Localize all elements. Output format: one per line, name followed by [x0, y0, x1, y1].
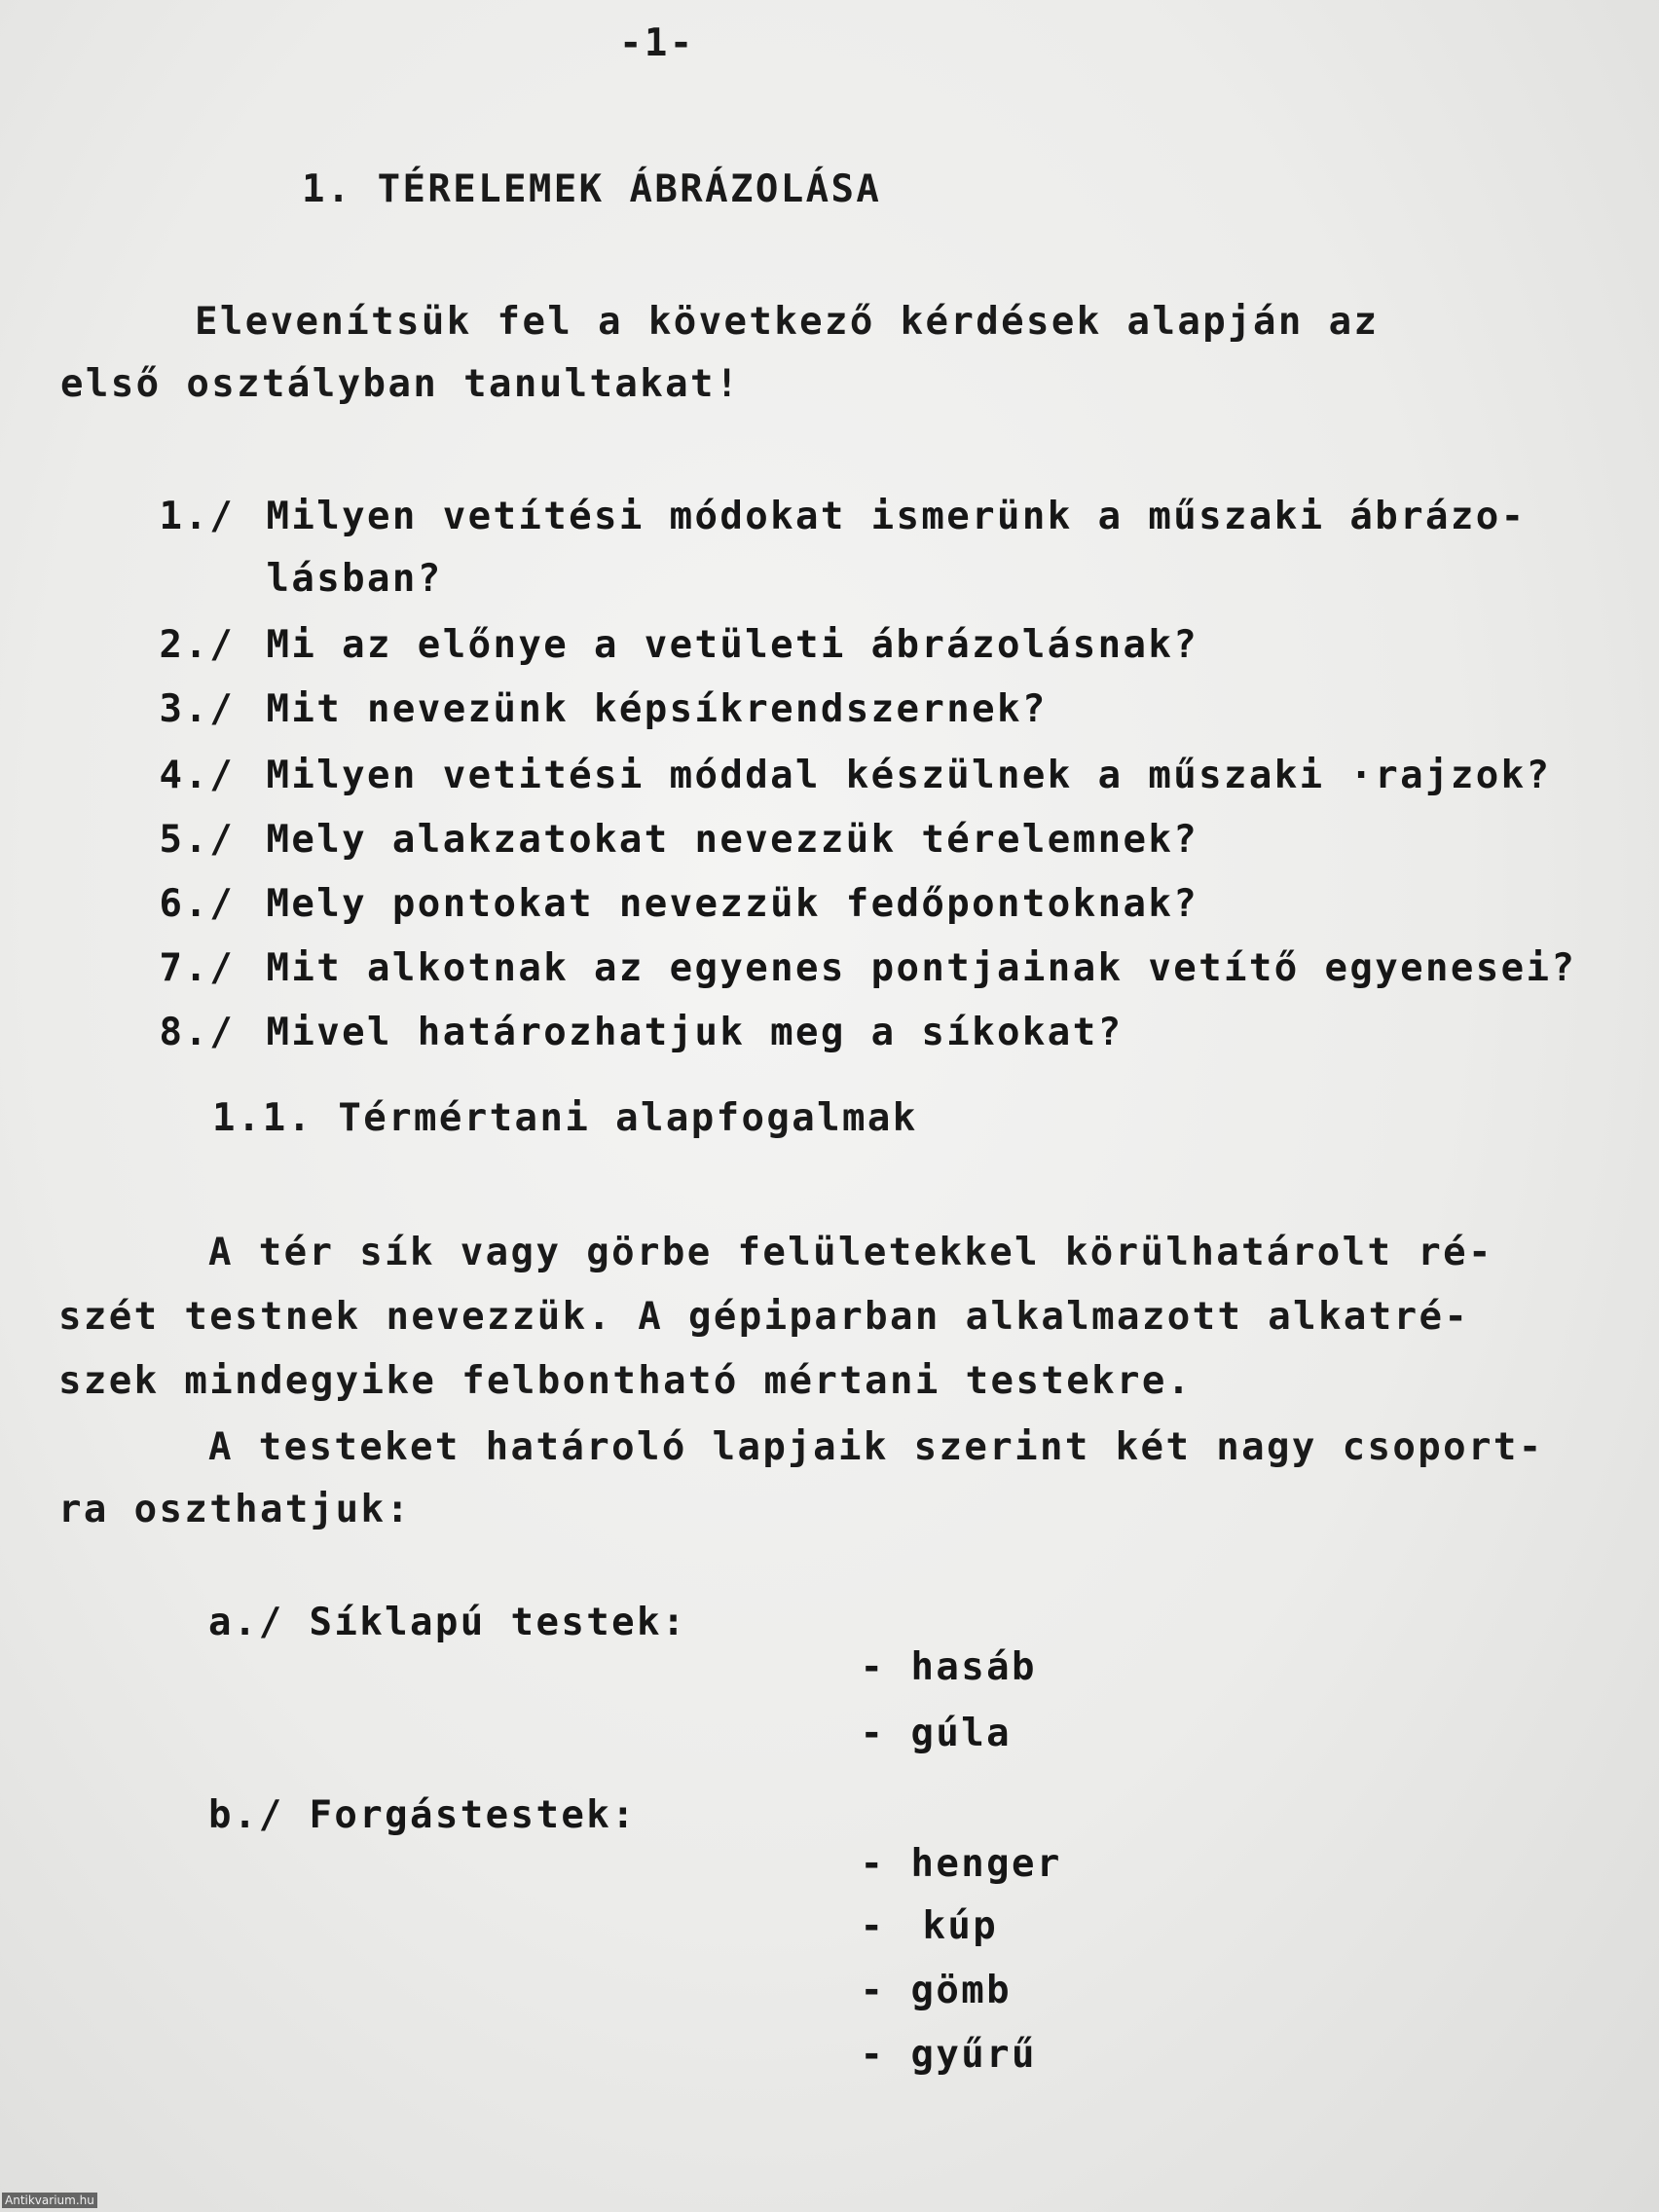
paragraph-1-line-1: A tér sík vagy görbe felületekkel körülhatárolt ré-	[208, 1231, 1493, 1274]
dash-bullet: -	[860, 1645, 886, 1689]
shape-name: kúp	[922, 1904, 999, 1948]
dash-bullet: -	[860, 1904, 886, 1948]
question-text: Mivel határozhatjuk meg a síkokat?	[266, 1011, 1124, 1054]
dash-bullet: -	[860, 1712, 886, 1755]
dash-bullet: -	[860, 2033, 886, 2077]
shape-name: gömb	[910, 1969, 1013, 2012]
question-number: 7./	[159, 946, 236, 990]
shape-name: henger	[910, 1842, 1062, 1886]
question-text: Mely pontokat nevezzük fedőpontoknak?	[266, 882, 1199, 926]
intro-line-1: Elevenítsük fel a következő kérdések alapján az	[195, 300, 1380, 344]
shape-list-item	[759, 1667, 1012, 1801]
question-text: Milyen vetítési módokat ismerünk a műszaki ábrázo-	[266, 495, 1527, 538]
question-text: Mi az előnye a vetületi ábrázolásnak?	[266, 623, 1199, 667]
watermark-label: Antikvarium.hu	[2, 2193, 97, 2208]
shape-name: gúla	[910, 1712, 1013, 1755]
question-text: lásban?	[266, 557, 443, 601]
question-text: Mely alakzatokat nevezzük térelemnek?	[266, 818, 1199, 862]
shape-name: gyűrű	[910, 2033, 1037, 2077]
question-number: 4./	[159, 754, 236, 797]
dash-bullet: -	[860, 1969, 886, 2012]
dash-bullet: -	[860, 1842, 886, 1886]
question-number: 2./	[159, 623, 236, 667]
question-number: 8./	[159, 1011, 236, 1054]
paragraph-1-line-3: szek mindegyike felbontható mértani testekre.	[58, 1359, 1193, 1403]
intro-line-2: első osztályban tanultakat!	[60, 362, 741, 406]
section-subheading: 1.1. Térmértani alapfogalmak	[212, 1096, 918, 1140]
question-number: 6./	[159, 882, 236, 926]
shape-list-item	[759, 1988, 1037, 2122]
question-item	[58, 966, 1123, 1100]
paragraph-2-line-1: A testeket határoló lapjaik szerint két nagy csoport-	[208, 1425, 1544, 1469]
paragraph-2-line-2: ra oszthatjuk:	[58, 1488, 412, 1531]
page-number: -1-	[619, 21, 695, 65]
group-label: a./ Síklapú testek:	[208, 1601, 687, 1644]
question-number: 5./	[159, 818, 236, 862]
question-text: Mit nevezünk képsíkrendszernek?	[266, 687, 1048, 731]
question-number: 3./	[159, 687, 236, 731]
group-label: b./ Forgástestek:	[208, 1793, 637, 1837]
question-number: 1./	[159, 495, 236, 538]
paragraph-1-line-2: szét testnek nevezzük. A gépiparban alkalmazott alkatré-	[58, 1295, 1470, 1339]
question-text: Milyen vetitési móddal készülnek a műszaki ·rajzok?	[266, 754, 1552, 797]
chapter-heading: 1. TÉRELEMEK ÁBRÁZOLÁSA	[302, 167, 882, 211]
question-text: Mit alkotnak az egyenes pontjainak vetítő egyenesei?	[266, 946, 1577, 990]
shape-name: hasáb	[910, 1645, 1037, 1689]
